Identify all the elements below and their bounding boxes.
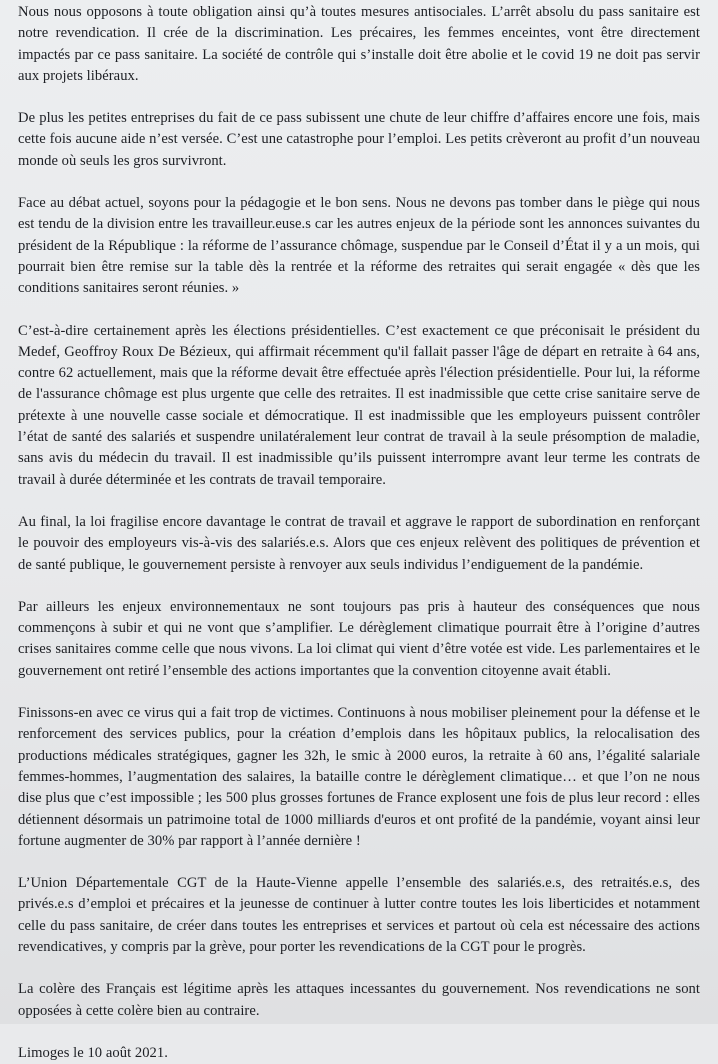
paragraph-enjeux-environnementaux: Par ailleurs les enjeux environnementaux ne sont toujours pas pris à hauteur des conséquences que nous commençons à subir et qui ne vont que s’amplifier. Le dérèglement climatique pourrait être à l’origine d’autres crises sanitaires comme celle que nous vivons. La loi climat qui vient d’être votée est vide. Les parlementaires et le gouvernement ont retiré l’ensemble des actions importantes que la convention citoyenne avait établi.	[18, 598, 700, 679]
paragraph-services-publics: Finissons-en avec ce virus qui a fait trop de victimes. Continuons à nous mobiliser pleinement pour la défense et le renforcement des services publics, pour la création d’emplois dans les hôpitaux publics, la relocalisation des productions médicales stratégiques, gagner les 32h, le smic à 2000 euros, la retraite à 60 ans, l’égalité salariale femmes-hommes, l’augmentation des salaires, la bataille contre le dérèglement climatique… et que l’on ne nous dise plus que c’est impossible ; les 500 plus grosses fortunes de France explosent une fois de plus leur record : elles détiennent désormais un patrimoine total de 1000 milliards d'euros et ont profité de la pandémie, voyant ainsi leur fortune augmenter de 30% par rapport à l’année dernière !	[18, 705, 700, 849]
paragraph-colere: La colère des Français est légitime après les attaques incessantes du gouvernement. Nos revendications ne sont opposées à cette colère bien au contraire.	[18, 981, 700, 1019]
paragraph-debat-actuel: Face au débat actuel, soyons pour la pédagogie et le bon sens. Nous ne devons pas tomber dans le piège qui nous est tendu de la division entre les travailleur.euse.s car les autres enjeux de la période sont les annonces suivantes du président de la République : la réforme de l’assurance chômage, suspendue par le Conseil d’État il y a un mois, qui pourrait bien être remise sur la table dès la rentrée et la réforme des retraites qui serait engagée « dès que les conditions sanitaires seront réunies. »	[18, 195, 700, 297]
paragraph-contrat-de-travail: Au final, la loi fragilise encore davantage le contrat de travail et aggrave le rapport de subordination en renforçant le pouvoir des employeurs vis-à-vis des salariés.e.s. Alors que ces enjeux relèvent des politiques de prévention et de santé publique, le gouvernement persiste à renvoyer aux seuls individus l’endiguement de la pandémie.	[18, 513, 700, 573]
paragraph-appel-cgt: L’Union Départementale CGT de la Haute-Vienne appelle l’ensemble des salariés.e.s, des retraités.e.s, des privés.e.s d’emploi et précaires et la jeunesse de continuer à lutter contre toutes les lois liberticides et notamment celle du pass sanitaire, de créer dans toutes les entreprises et services et partout où cela est nécessaire des actions revendicatives, y compris par la grève, pour porter les revendications de la CGT pour le progrès.	[18, 875, 700, 955]
place-date-signoff: Limoges le 10 août 2021.	[18, 1044, 168, 1061]
paragraph-petites-entreprises: De plus les petites entreprises du fait de ce pass subissent une chute de leur chiffre d’affaires encore une fois, mais cette fois aucune aide n’est versée. C’est une catastrophe pour l’emploi. Les petits crèveront au profit d’un nouveau monde où seuls les gros survivront.	[18, 110, 700, 169]
paragraph-elections-presidentielles: C’est-à-dire certainement après les élections présidentielles. C’est exactement ce que préconisait le président du Medef, Geoffroy Roux De Bézieux, qui affirmait récemment qu'il fallait passer l'âge de départ en retraite à 64 ans, contre 62 actuellement, mais que la réforme devait être effectuée après l'élection présidentielle. Pour lui, la réforme de l'assurance chômage est plus urgente que celle des retraites. Il est inadmissible que cette crise sanitaire serve de prétexte à une nouvelle casse sociale et démocratique. Il est inadmissible que les employeurs puissent contrôler l’état de santé des salariés et suspendre unilatéralement leur contrat de travail à la seule présomption de maladie, sans avis du médecin du travail. Il est inadmissible qu’ils puissent interrompre avant leur terme les contrats de travail à durée déterminée et les contrats de travail temporaire.	[18, 322, 700, 488]
paragraph-pass-sanitaire: Nous nous opposons à toute obligation ainsi qu’à toutes mesures antisociales. L’arrêt absolu du pass sanitaire est notre revendication. Il crée de la discrimination. Les précaires, les femmes enceintes, vont être directement impactés par ce pass sanitaire. La société de contrôle qui s’installe doit être abolie et le covid 19 ne doit pas servir aux projets libéraux.	[18, 4, 700, 84]
